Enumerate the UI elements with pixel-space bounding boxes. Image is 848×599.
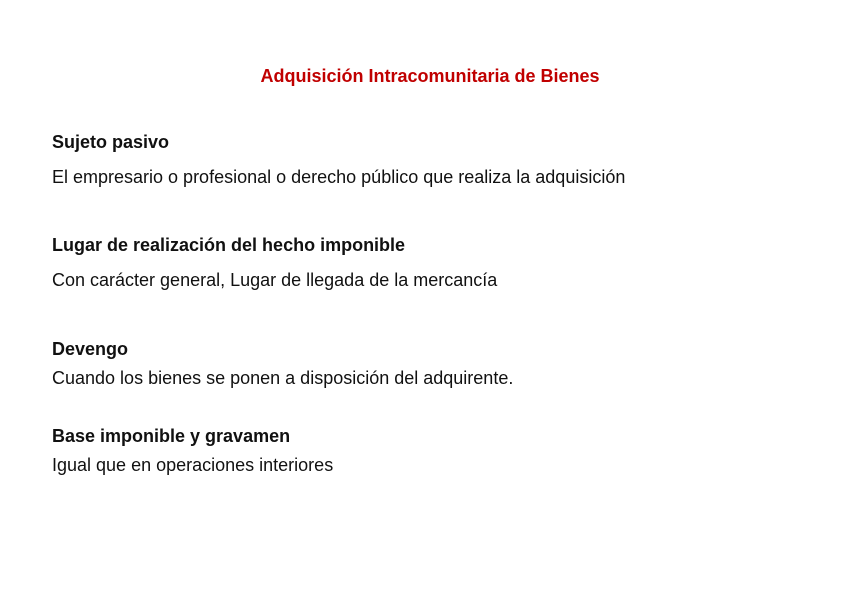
section-heading-devengo: Devengo bbox=[52, 339, 129, 359]
section-text-sujeto-pasivo: El empresario o profesional o derecho público que realiza la adquisición bbox=[52, 167, 626, 187]
section-heading-lugar-realizacion: Lugar de realización del hecho imponible bbox=[52, 235, 406, 255]
section-heading-sujeto-pasivo: Sujeto pasivo bbox=[52, 132, 170, 152]
section-text-devengo: Cuando los bienes se ponen a disposición del adquirente. bbox=[52, 368, 514, 388]
document-title: Adquisición Intracomunitaria de Bienes bbox=[260, 66, 600, 86]
section-text-base-imponible: Igual que en operaciones interiores bbox=[52, 455, 334, 475]
section-text-lugar-realizacion: Con carácter general, Lugar de llegada de la mercancía bbox=[52, 270, 498, 290]
section-heading-base-imponible: Base imponible y gravamen bbox=[52, 426, 291, 446]
